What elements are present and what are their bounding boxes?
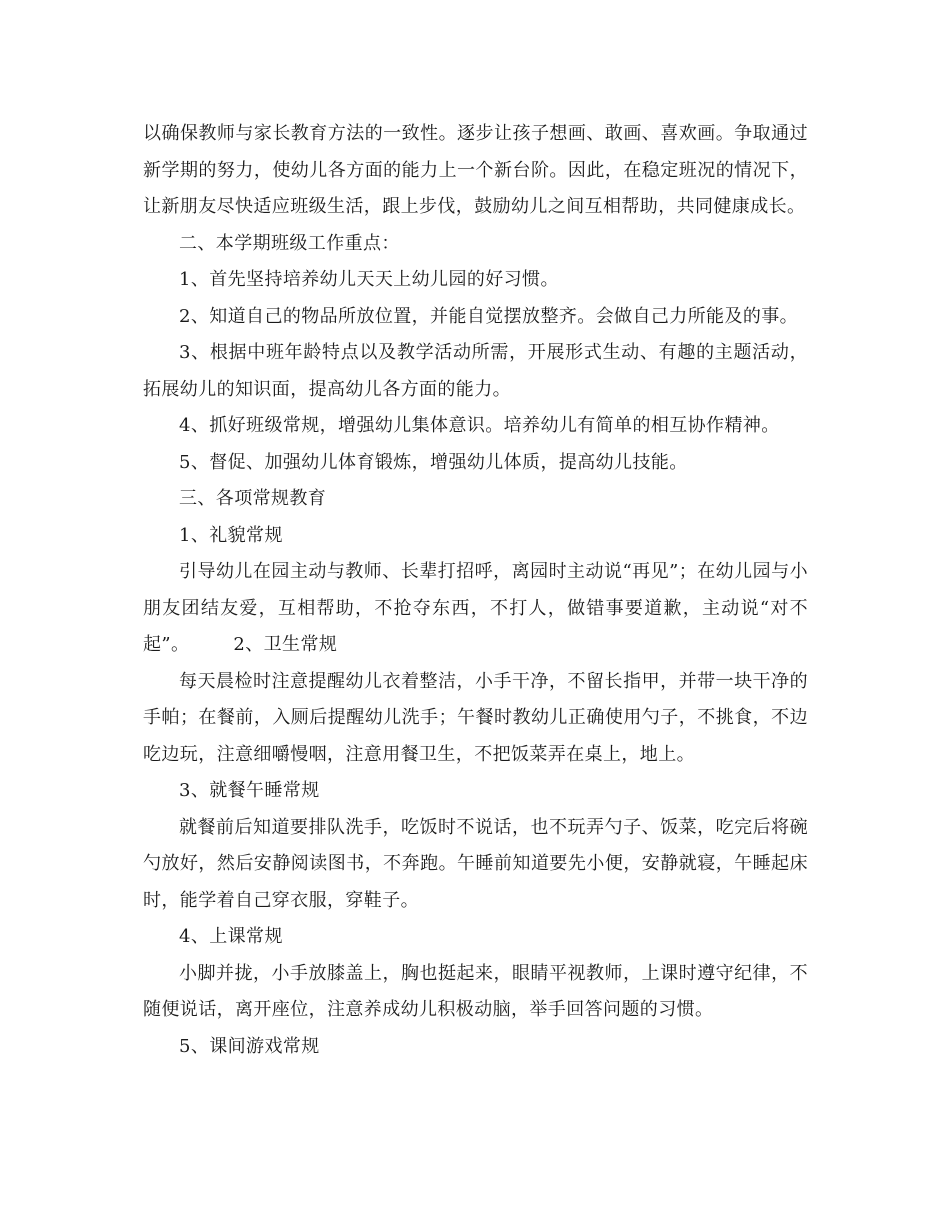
class-heading: 4、上课常规	[179, 926, 283, 947]
section2-item-2: 2、知道自己的物品所放位置，并能自觉摆放整齐。会做自己力所能及的事。	[179, 305, 799, 327]
document-body	[143, 116, 808, 1065]
section2-item-1: 1、首先坚持培养幼儿天天上幼儿园的好习惯。	[179, 269, 559, 290]
hygiene-heading: 2、卫生常规	[233, 634, 338, 655]
meal-nap-paragraph: 就餐前后知道要排队洗手，吃饭时不说话，也不玩弄勺子、饭菜，吃完后将碗勺放好，然后安静阅读图书，不奔跑。午睡前知道要先小便，安静就寝，午睡起床时，能学着自己穿衣服，穿鞋子。	[143, 816, 808, 911]
section2-item-4: 4、抓好班级常规，增强幼儿集体意识。培养幼儿有简单的相互协作精神。	[179, 415, 780, 436]
courtesy-heading: 1、礼貌常规	[179, 524, 283, 546]
meal-nap-heading: 3、就餐午睡常规	[179, 780, 320, 801]
break-heading: 5、课间游戏常规	[179, 1035, 320, 1057]
hygiene-paragraph: 每天晨检时注意提醒幼儿衣着整洁，小手干净，不留长指甲，并带一块干净的手帕；在餐前，入厕后提醒幼儿洗手；午餐时教幼儿正确使用勺子，不挑食，不边吃边玩，注意细嚼慢咽，注意用餐卫生，不把饭菜弄在桌上，地上。	[143, 670, 808, 765]
section2-item-5: 5、督促、加强幼儿体育锻炼，增强幼儿体质，提高幼儿技能。	[179, 451, 688, 473]
section3-heading: 三、各项常规教育	[179, 488, 327, 509]
courtesy-text: 引导幼儿在园主动与教师、长辈打招呼，离园时主动说“再见”；在幼儿园与小朋友团结友爱，互相帮助，不抢夺东西，不打人，做错事要道歉，主动说“对不起”。	[143, 561, 808, 655]
section2-item-3: 3、根据中班年龄特点以及教学活动所需，开展形式生动、有趣的主题活动，拓展幼儿的知识面，提高幼儿各方面的能力。	[143, 342, 808, 400]
intro-paragraph: 以确保教师与家长教育方法的一致性。逐步让孩子想画、敢画、喜欢画。争取通过新学期的努力，使幼儿各方面的能力上一个新台阶。因此，在稳定班况的情况下，让新朋友尽快适应班级生活，跟上步伐，鼓励幼儿之间互相帮助，共同健康成长。	[143, 123, 808, 217]
courtesy-paragraph	[143, 554, 808, 664]
section2-heading: 二、本学期班级工作重点：	[179, 232, 400, 254]
class-paragraph: 小脚并拢，小手放膝盖上，胸也挺起来，眼睛平视教师，上课时遵守纪律，不随便说话，离开座位，注意养成幼儿积极动脑，举手回答问题的习惯。	[143, 962, 808, 1020]
